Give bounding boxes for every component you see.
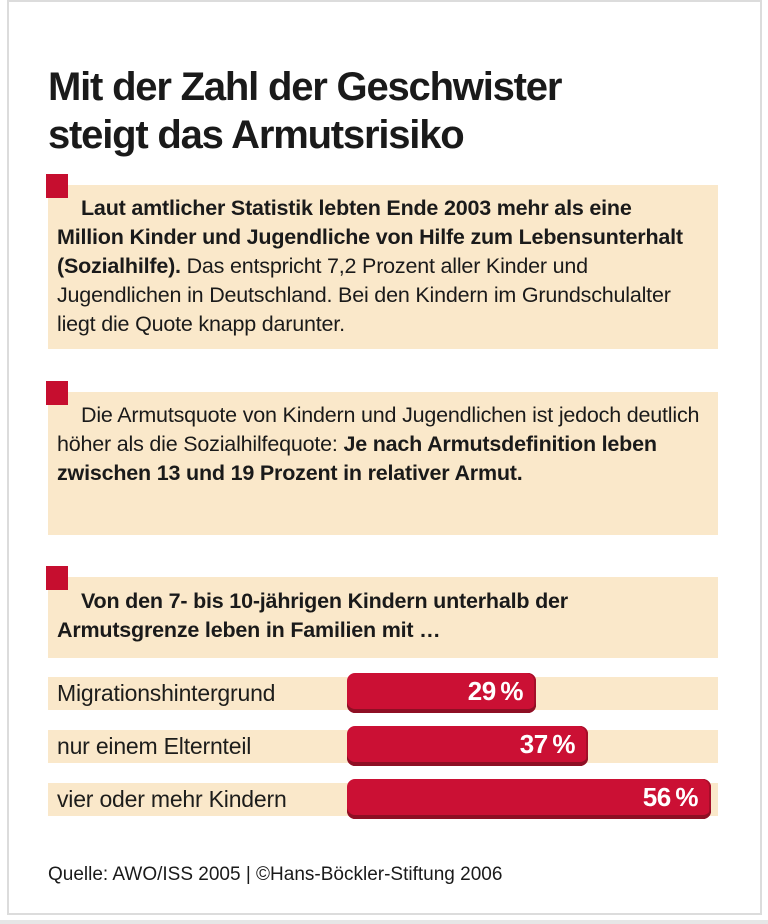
bar-category-label: nur einem Elternteil: [57, 733, 252, 759]
bar-category-label: vier oder mehr Kindern: [57, 786, 287, 812]
poverty-rate-paragraph-bold: Je nach Armutsdefinition leben zwischen 13 und 19 Prozent in relativer Armut.: [57, 432, 657, 485]
page-title: [48, 63, 561, 159]
chart-header: Von den 7- bis 10-jährigen Kindern unterhalb der Armutsgrenze leben in Familien mit …: [57, 589, 568, 642]
chart-row-nur-einem-elternteil: [48, 730, 718, 763]
intro-paragraph: [57, 194, 704, 339]
bar-vier-oder-mehr-kindern: [347, 779, 711, 819]
intro-paragraph-block: [48, 185, 718, 349]
bar-value-label: 37 %: [519, 728, 575, 759]
intro-paragraph-regular: Das entspricht 7,2 Prozent aller Kinder und Jugendlichen in Deutschland. Bei den Kindern im Grundschulalter liegt die Quote knapp darunter.: [57, 254, 671, 336]
intro-paragraph-bold: Laut amtlicher Statistik lebten Ende 2003 mehr als eine Million Kinder und Jugendliche von Hilfe zum Lebensunterhalt (Sozialhilfe).: [57, 196, 683, 278]
poverty-rate-paragraph-block: [48, 392, 718, 535]
bar-nur-einem-elternteil: [347, 726, 588, 766]
chart-row-vier-oder-mehr-kindern: [48, 783, 718, 816]
bar-migrationshintergrund: [347, 673, 536, 713]
source-line: Quelle: AWO/ISS 2005 | ©Hans-Böckler-Stiftung 2006: [48, 864, 503, 885]
bar-value-label: 56 %: [642, 781, 698, 812]
red-square-bullet: [46, 174, 68, 198]
chart-header-block: [48, 577, 718, 658]
bar-value-label: 29 %: [467, 675, 523, 706]
poverty-rate-paragraph-regular: Die Armutsquote von Kindern und Jugendlichen ist jedoch deutlich höher als die Sozialhilfequote:: [57, 403, 700, 456]
red-square-bullet: [46, 381, 68, 405]
page-title-line-2: steigt das Armutsrisiko: [48, 112, 464, 157]
bottom-edge-strip: [0, 920, 768, 924]
red-square-bullet: [46, 566, 68, 590]
poverty-rate-paragraph: [57, 401, 704, 488]
bar-category-label: Migrationshintergrund: [57, 680, 276, 706]
chart-row-migrationshintergrund: [48, 677, 718, 710]
page-title-line-1: Mit der Zahl der Geschwister: [48, 64, 562, 109]
